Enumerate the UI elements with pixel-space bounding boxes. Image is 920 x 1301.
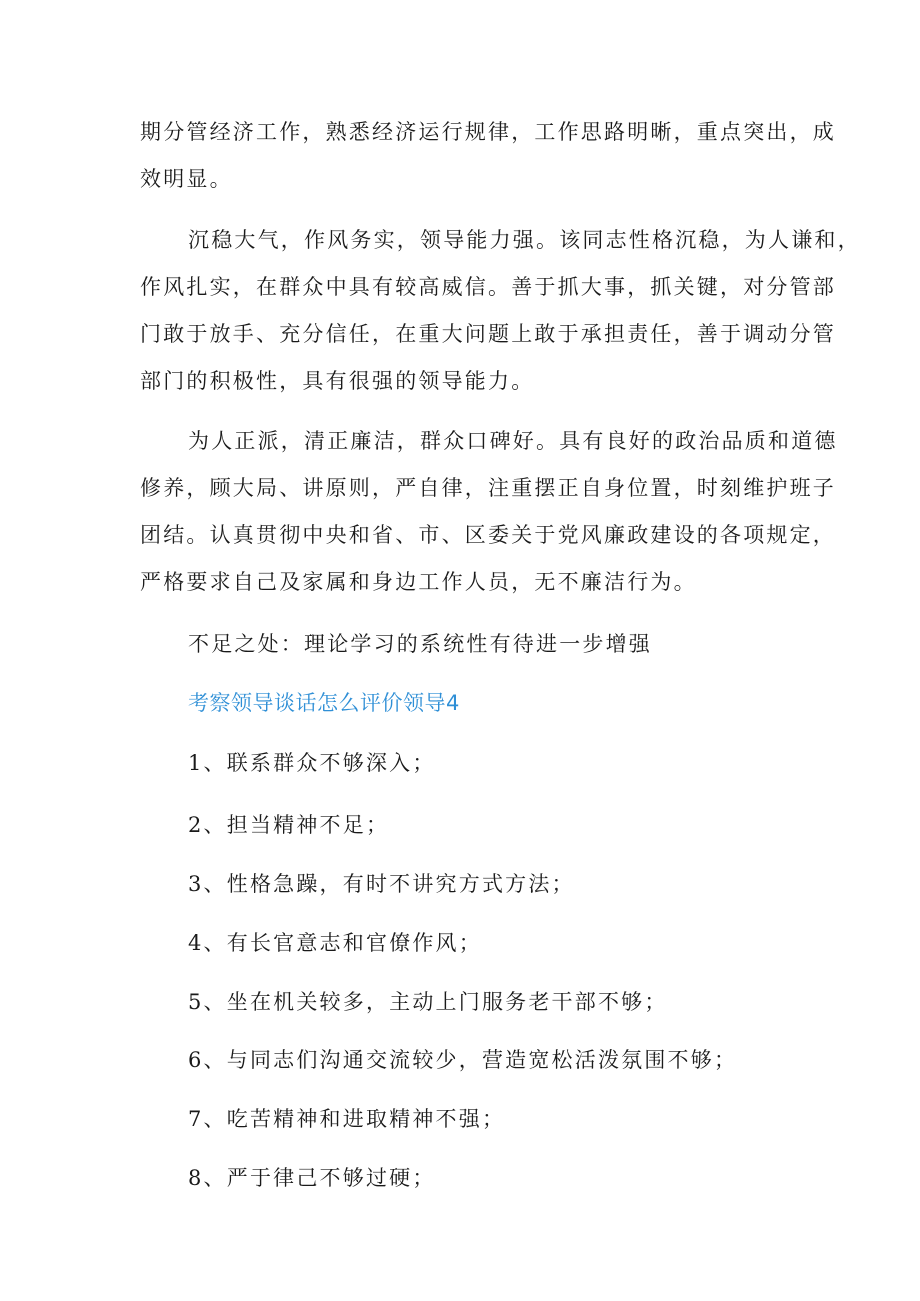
paragraph-2-line-4: 部门的积极性，具有很强的领导能力。 — [140, 369, 535, 393]
list-item: 4、有长官意志和官僚作风； — [188, 931, 482, 955]
paragraph-4-line-1: 不足之处：理论学习的系统性有待进一步增强 — [188, 632, 652, 656]
paragraph-1-line-2: 效明显。 — [140, 167, 233, 191]
list-item: 7、吃苦精神和进取精神不强； — [188, 1107, 506, 1131]
paragraph-3-line-4: 严格要求自己及家属和身边工作人员，无不廉洁行为。 — [140, 570, 697, 594]
paragraph-2-line-3: 门敢于放手、充分信任，在重大问题上敢于承担责任，善于调动分管 — [140, 322, 836, 346]
paragraph-2-line-2: 作风扎实，在群众中具有较高威信。善于抓大事，抓关键，对分管部 — [140, 275, 836, 299]
paragraph-3-line-1: 为人正派，清正廉洁，群众口碑好。具有良好的政治品质和道德 — [188, 429, 838, 453]
list-item: 8、严于律己不够过硬； — [188, 1166, 436, 1190]
list-item: 1、联系群众不够深入； — [188, 751, 436, 775]
paragraph-3-line-2: 修养，顾大局、讲原则，严自律，注重摆正自身位置，时刻维护班子 — [140, 476, 836, 500]
paragraph-1-line-1: 期分管经济工作，熟悉经济运行规律，工作思路明晰，重点突出，成 — [140, 120, 836, 144]
list-item: 6、与同志们沟通交流较少，营造宽松活泼氛围不够； — [188, 1048, 738, 1072]
list-item: 2、担当精神不足； — [188, 813, 390, 837]
section-heading: 考察领导谈话怎么评价领导4 — [188, 691, 460, 715]
list-item: 3、性格急躁，有时不讲究方式方法； — [188, 872, 575, 896]
paragraph-2-line-1: 沉稳大气，作风务实，领导能力强。该同志性格沉稳，为人谦和， — [188, 228, 861, 252]
paragraph-3-line-3: 团结。认真贯彻中央和省、市、区委关于党风廉政建设的各项规定， — [140, 523, 836, 547]
list-item: 5、坐在机关较多，主动上门服务老干部不够； — [188, 990, 668, 1014]
